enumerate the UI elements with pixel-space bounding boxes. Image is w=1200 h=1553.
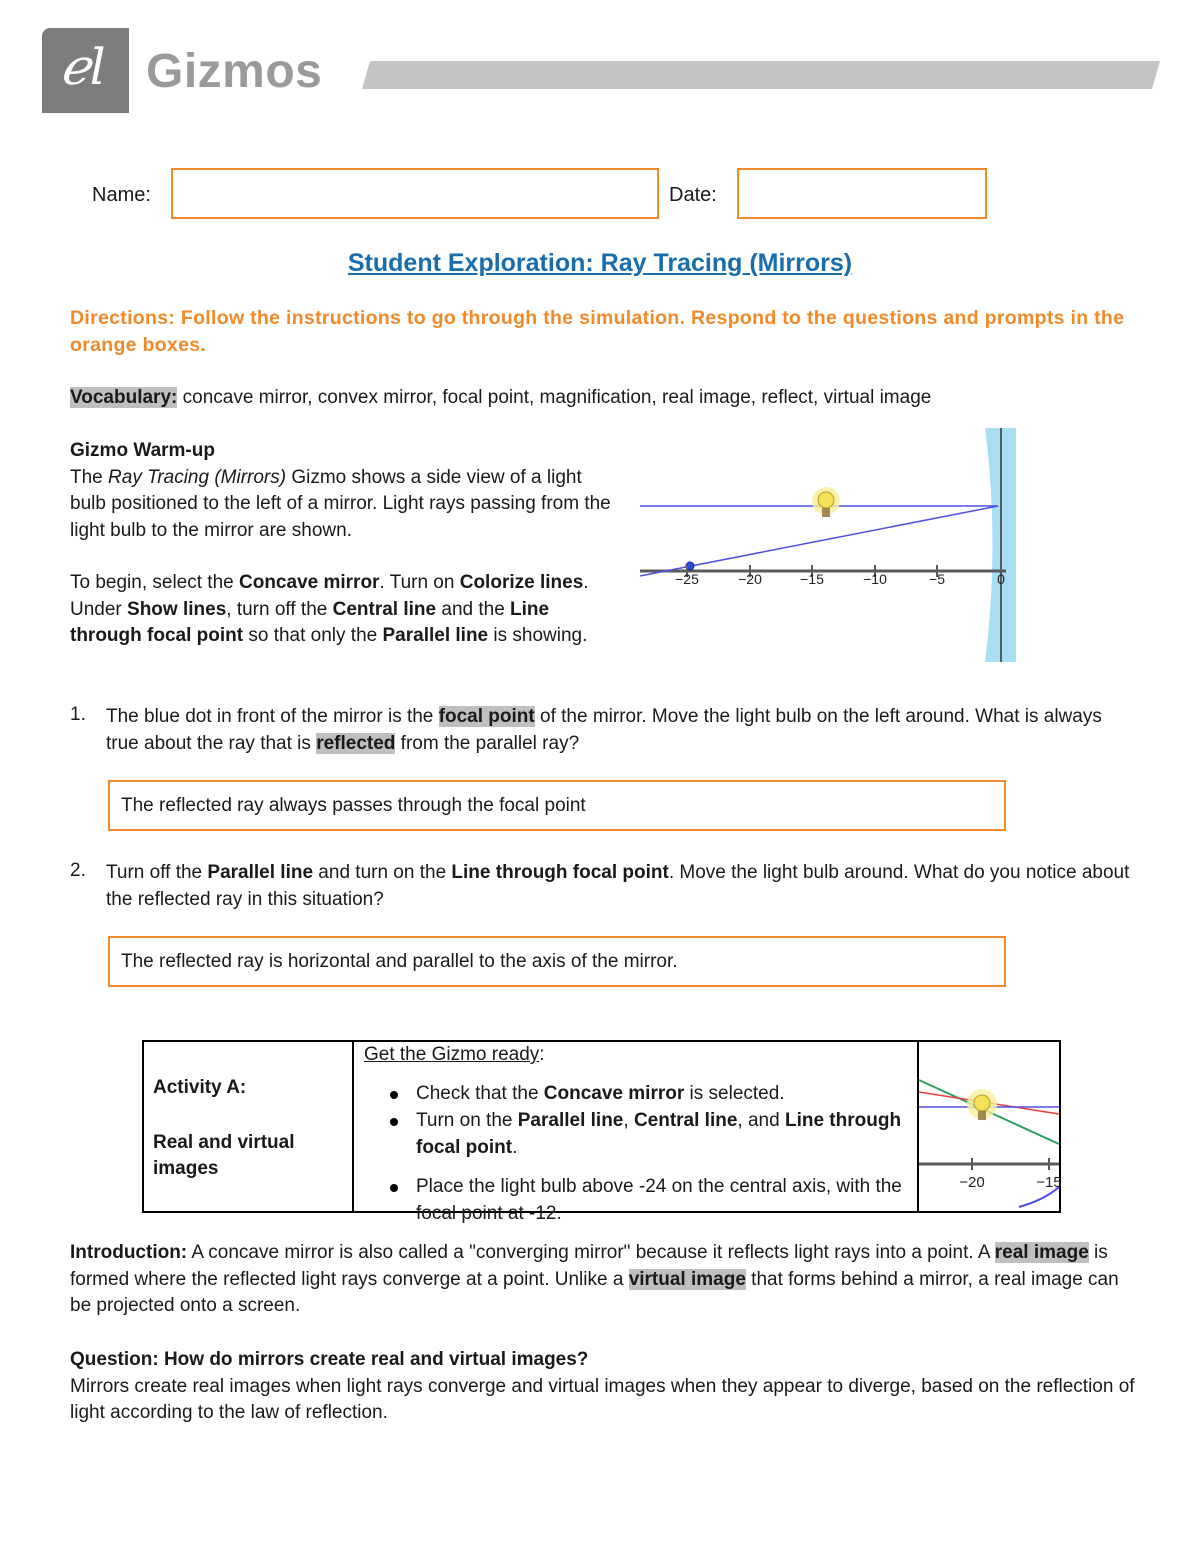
- vocab-term: focal point: [438, 706, 535, 727]
- activity-bullet-3: [416, 1174, 906, 1227]
- axis-tick-label: −20: [959, 1174, 985, 1191]
- activity-table: [142, 1040, 1062, 1224]
- question-answer: Mirrors create real images when light rays converge and virtual images when they appear to diverge, based on the reflection of light according to the law of reflection.: [70, 1375, 1135, 1423]
- text-run: is selected.: [684, 1083, 785, 1104]
- text-run: . Under: [70, 572, 589, 620]
- text-run: The blue dot in front of the mirror is the: [106, 706, 439, 727]
- logo-glyph: ℯl: [60, 38, 106, 96]
- bullet-dot: [390, 1091, 398, 1099]
- date-label: Date:: [669, 184, 717, 206]
- axis-tick-label: −15: [1036, 1174, 1062, 1191]
- warmup-paragraph: The Ray Tracing (Mirrors) Gizmo shows a side view of a light bulb positioned to the left of a mirror. Light rays passing from the light bulb to the mirror are shown.: [70, 466, 611, 541]
- bold-term: Parallel line: [207, 862, 314, 883]
- text-run: , turn off the: [226, 598, 333, 620]
- bold-term: Central line: [633, 1110, 738, 1131]
- bold-term: Colorize lines: [459, 572, 584, 593]
- question-2-number: 2.: [70, 860, 86, 881]
- header-bar: [362, 61, 1160, 89]
- text-run: ,: [623, 1110, 634, 1131]
- question-2-answer-box[interactable]: [108, 936, 1006, 987]
- text-run: . Move the light bulb around. What do you notice about the reflected ray in this situation?: [106, 862, 1130, 910]
- name-field[interactable]: [171, 168, 659, 219]
- text-run: . Turn on: [379, 572, 460, 593]
- text-run: Place the light bulb above -24 on the central axis, with the focal point at -12.: [416, 1176, 902, 1224]
- question-heading: Question: How do mirrors create real and virtual images?: [70, 1349, 589, 1370]
- light-bulb[interactable]: [967, 1089, 997, 1120]
- vocab-term: reflected: [316, 732, 396, 754]
- vocab-term: real image: [994, 1242, 1089, 1263]
- introduction: [70, 1240, 1140, 1320]
- warmup-instructions: [70, 570, 615, 650]
- bold-term: Concave mirror: [239, 572, 380, 593]
- text-run: and turn on the: [313, 862, 452, 883]
- axis-tick-label: 0: [997, 571, 1005, 587]
- activity-label: Activity A:: [153, 1077, 247, 1098]
- question-1-text: [106, 704, 1136, 757]
- question-2-text: [106, 860, 1136, 913]
- text-run: and the: [436, 598, 511, 620]
- question-1-number: 1.: [70, 704, 86, 725]
- bold-term: Concave mirror: [543, 1083, 685, 1104]
- text-run: Turn off the: [106, 862, 208, 883]
- text-run: .: [512, 1136, 518, 1158]
- activity-instructions-cell: [354, 1042, 919, 1224]
- text-run: so that only the: [243, 625, 383, 646]
- axis-tick-label: −20: [738, 571, 762, 587]
- bold-term: Show lines: [127, 598, 227, 620]
- warmup-heading: Gizmo Warm-up: [70, 440, 215, 461]
- bullet-dot: [390, 1118, 398, 1126]
- vocabulary-text: concave mirror, convex mirror, focal point, magnification, real image, reflect, virtual image: [177, 387, 932, 408]
- page-title: Student Exploration: Ray Tracing (Mirrors): [347, 249, 853, 277]
- activity-sim-cell: [919, 1042, 1062, 1211]
- text-run: that forms behind a mirror, a real image can be projected onto a screen.: [70, 1268, 1119, 1316]
- bullet-dot: [390, 1184, 398, 1192]
- text-run: of the mirror. Move the light bulb on the left around. What is always true about the ray that is: [106, 706, 1102, 754]
- activity-subtitle: Real and virtual images: [153, 1132, 295, 1179]
- activity-label-cell: [144, 1042, 354, 1211]
- text-run: Check that the: [416, 1083, 544, 1104]
- axis-ticks: [675, 565, 1005, 587]
- bold-term: Parallel line: [382, 625, 489, 646]
- bold-term: Line through focal point: [416, 1110, 902, 1158]
- name-label: Name:: [92, 184, 151, 206]
- text-run: , and: [737, 1110, 785, 1131]
- brand-name: Gizmos: [146, 45, 323, 98]
- bold-term: Introduction:: [70, 1242, 188, 1263]
- text-run: To begin, select the: [70, 572, 239, 593]
- bold-term: Line through focal point: [451, 862, 669, 883]
- date-field[interactable]: [737, 168, 987, 219]
- activity-simulation[interactable]: [919, 1042, 1062, 1211]
- question-1-answer: The reflected ray always passes through the focal point: [121, 795, 586, 816]
- activity-bullet-2: [416, 1108, 906, 1161]
- bold-term: Parallel line: [517, 1110, 624, 1131]
- vocabulary: [70, 385, 1170, 412]
- text-run: from the parallel ray?: [395, 732, 580, 754]
- bold-term: Line through focal point: [70, 598, 550, 646]
- axis-tick-label: −10: [863, 571, 887, 587]
- question-section: [70, 1347, 1145, 1427]
- question-1-answer-box[interactable]: [108, 780, 1006, 831]
- activity-bullet-1: [416, 1081, 906, 1108]
- text-run: Turn on the: [416, 1110, 518, 1131]
- axis-tick-label: −25: [675, 571, 699, 587]
- text-run: is formed where the reflected light rays converge at a point. Unlike a: [70, 1242, 1108, 1290]
- bold-term: Central line: [332, 598, 437, 620]
- text-run: A concave mirror is also called a "converging mirror" because it reflects light rays into a point. A: [187, 1242, 995, 1263]
- vocabulary-label: Vocabulary:: [70, 387, 178, 408]
- light-bulb[interactable]: [812, 487, 840, 517]
- logo: [42, 28, 129, 113]
- axis-tick-label: −15: [800, 571, 824, 587]
- directions: Directions: Follow the instructions to go through the simulation. Respond to the questions and prompts in the orange boxes.: [70, 307, 1125, 356]
- text-run: is showing.: [488, 625, 588, 646]
- warmup-section: [70, 438, 615, 544]
- question-2-answer: The reflected ray is horizontal and parallel to the axis of the mirror.: [121, 951, 678, 972]
- ray-tracing-simulation[interactable]: [640, 428, 1020, 662]
- gizmo-ready-heading: Get the Gizmo ready:: [364, 1044, 545, 1065]
- axis-tick-label: −5: [929, 571, 945, 587]
- vocab-term: virtual image: [628, 1268, 746, 1290]
